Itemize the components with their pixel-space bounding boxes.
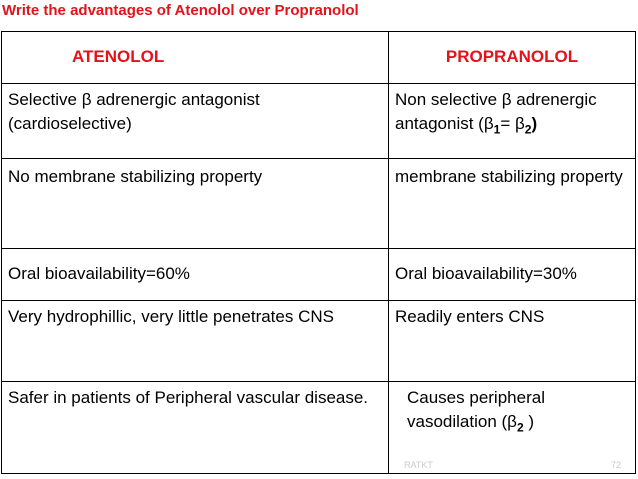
subscript-2: 2 [516, 420, 524, 435]
table-row [2, 248, 636, 300]
cell-atenolol-pvd: Safer in patients of Peripheral vascular disease. [2, 381, 389, 473]
cell-atenolol-selectivity: Selective β adrenergic antagonist (cardioselective) [2, 83, 389, 158]
slide-title: Write the advantages of Atenolol over Propranolol [2, 2, 359, 19]
cell-text: ) [523, 411, 535, 431]
header-atenolol: ATENOLOL [2, 32, 389, 84]
table-row [2, 381, 636, 473]
footer-label: RATKT [404, 460, 433, 470]
header-propranolol: PROPRANOLOL [389, 32, 636, 84]
cell-atenolol-cns: Very hydrophillic, very little penetrates CNS [2, 300, 389, 381]
cell-atenolol-membrane: No membrane stabilizing property [2, 158, 389, 248]
cell-propranolol-bioavailability: Oral bioavailability=30% [389, 248, 636, 300]
cell-text: = β [500, 113, 525, 133]
cell-text: Non selective β adrenergic antagonist (β [395, 89, 597, 133]
cell-propranolol-selectivity [389, 83, 636, 158]
cell-propranolol-cns: Readily enters CNS [389, 300, 636, 381]
subscript-2: 2 [524, 122, 532, 137]
table-header-row [2, 32, 636, 84]
table-row [2, 300, 636, 381]
comparison-table [1, 31, 636, 474]
subscript-1: 1 [493, 122, 501, 137]
cell-text: Causes peripheral vasodilation (β [407, 387, 545, 431]
table-row [2, 158, 636, 248]
cell-propranolol-membrane: membrane stabilizing property [389, 158, 636, 248]
page-number: 72 [611, 460, 622, 470]
cell-text: ) [531, 113, 538, 133]
cell-atenolol-bioavailability: Oral bioavailability=60% [2, 248, 389, 300]
table-row [2, 83, 636, 158]
